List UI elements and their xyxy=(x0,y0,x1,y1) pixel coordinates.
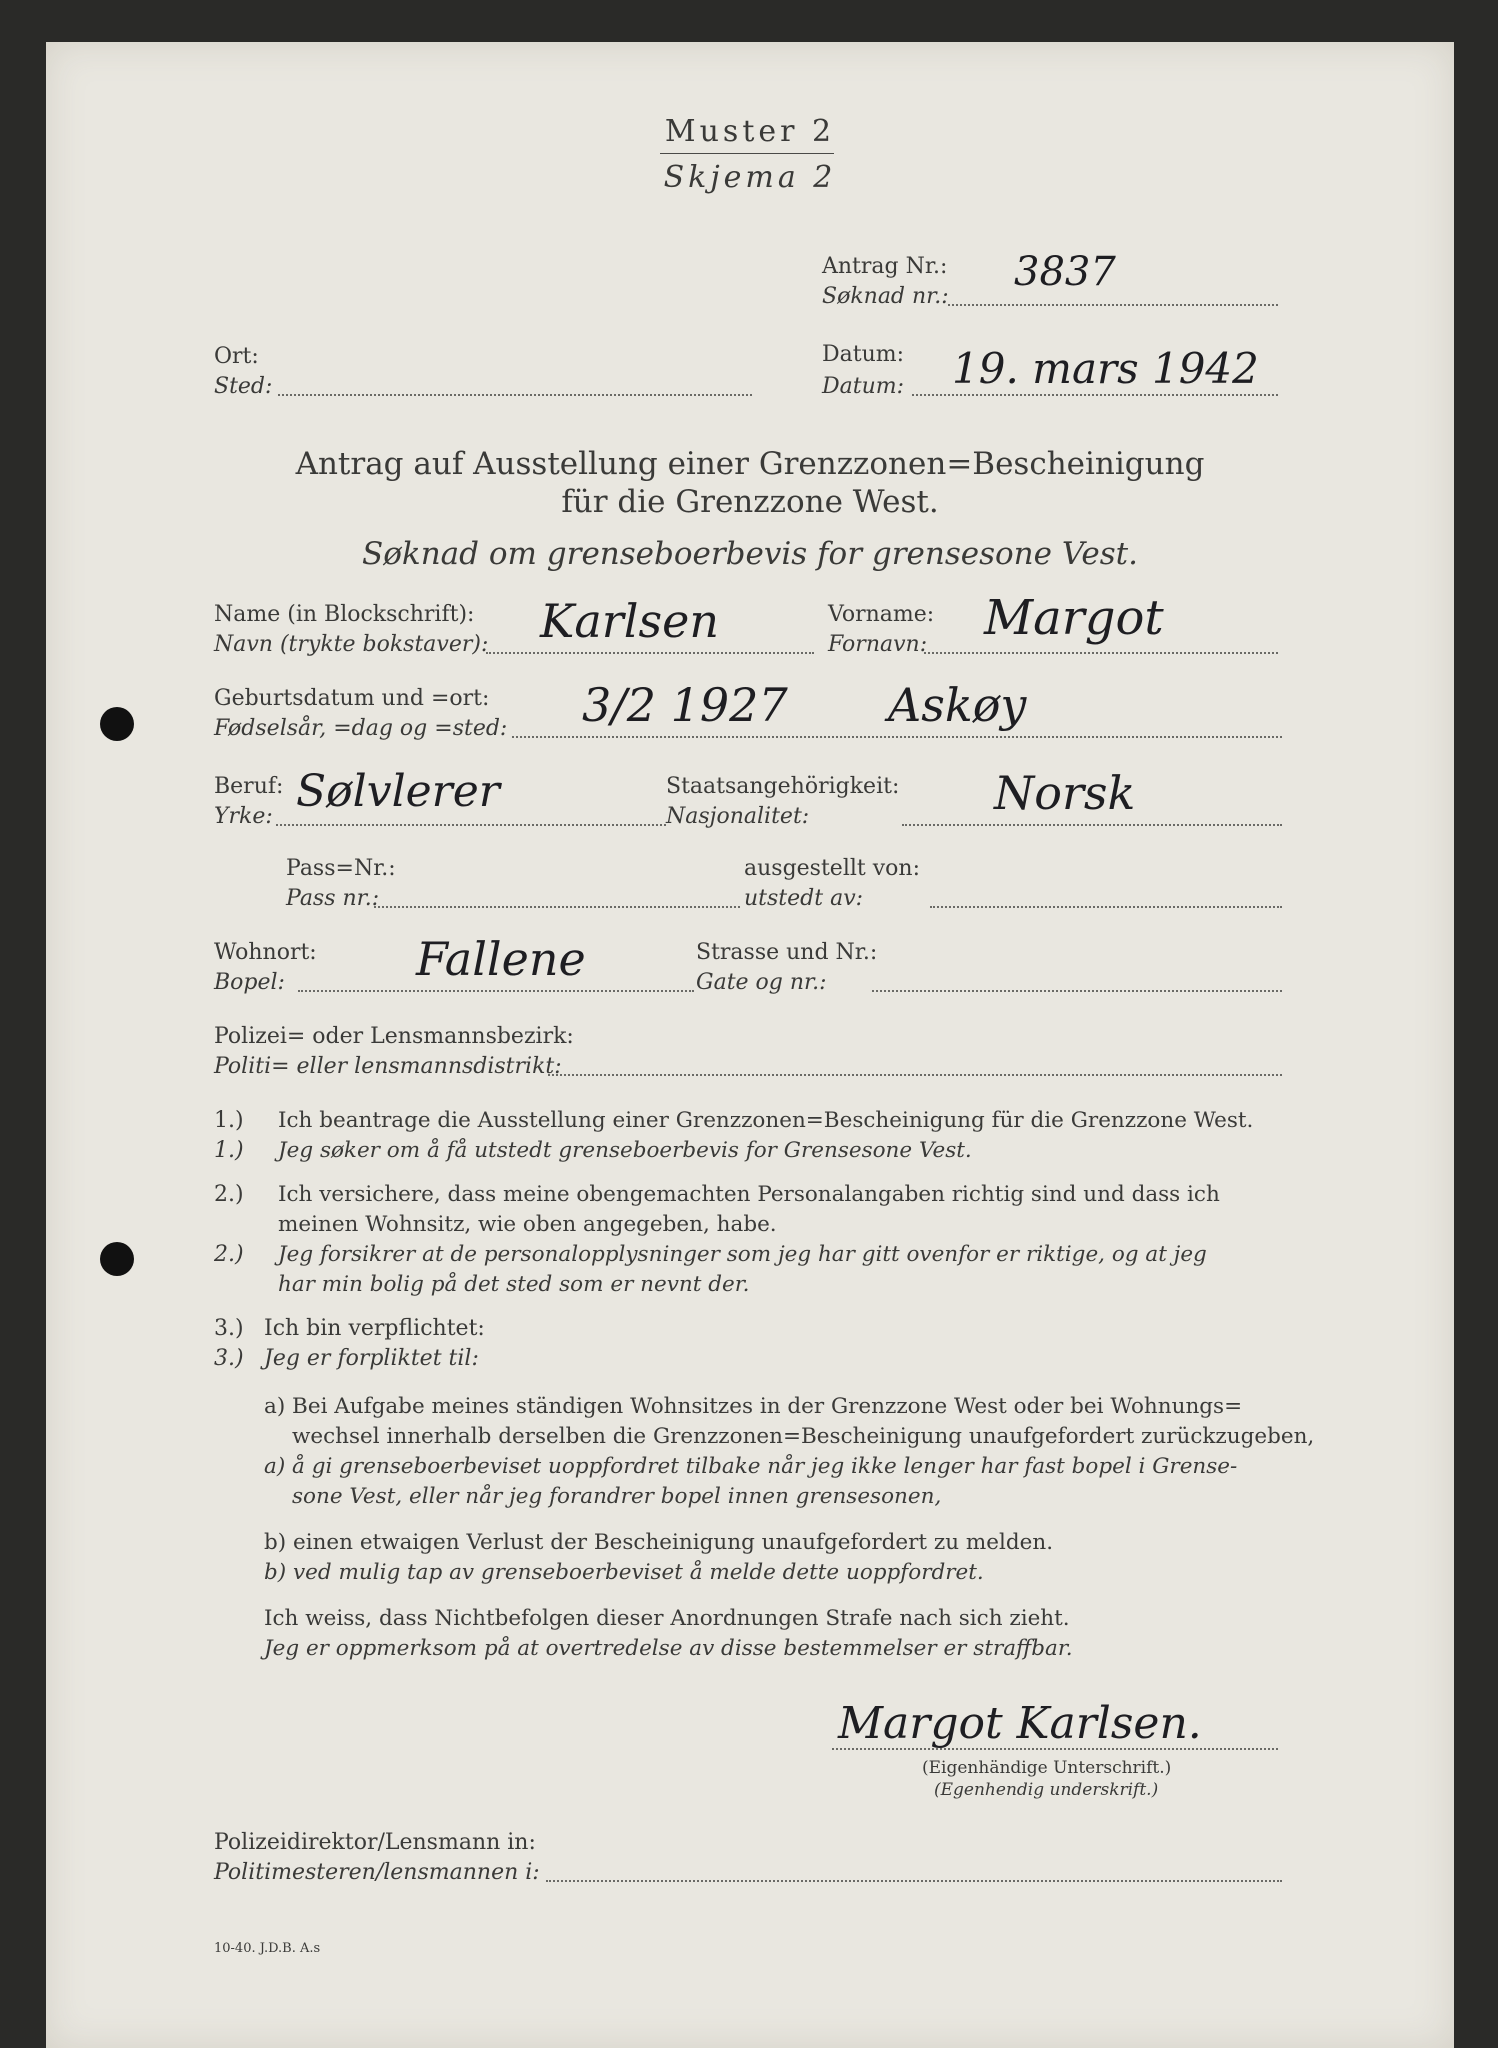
datum-handwritten: 19. mars 1942 xyxy=(952,344,1259,393)
warning-no: Jeg er oppmerksom på at overtredelse av disse bestemmelser er straffbar. xyxy=(264,1636,1073,1661)
strasse-line xyxy=(872,990,1282,992)
geburt-label-de: Geburtsdatum und =ort: xyxy=(214,686,490,711)
name-label-de: Name (in Blockschrift): xyxy=(214,602,475,627)
signature-label-no: (Egenhendig underskrift.) xyxy=(934,1780,1159,1800)
skjema-heading: Skjema 2 xyxy=(663,160,837,195)
datum-label-no: Datum: xyxy=(822,374,905,399)
antrag-number-handwritten: 3837 xyxy=(1014,249,1116,295)
decl-3a-no-1: a) å gi grenseboerbeviset uoppfordret tilbake når jeg ikke lenger har fast bopel i Grense- xyxy=(264,1454,1238,1479)
muster-heading: Muster 2 xyxy=(664,114,836,149)
name-label-no: Navn (trykte bokstaver): xyxy=(214,632,489,657)
decl-1-text-no: Jeg søker om å få utstedt grenseboerbevis for Grensesone Vest. xyxy=(278,1138,972,1163)
punch-hole-top xyxy=(100,707,134,741)
decl-3a-no-2: sone Vest, eller når jeg forandrer bopel innen grensesonen, xyxy=(292,1484,942,1509)
name-handwritten: Karlsen xyxy=(540,594,719,648)
decl-3b-no: b) ved mulig tap av grenseboerbeviset å melde dette uoppfordret. xyxy=(264,1560,984,1585)
beruf-line xyxy=(276,824,666,826)
geburt-line xyxy=(512,736,1282,738)
polizei-label-no: Politi= eller lensmannsdistrikt: xyxy=(214,1054,562,1079)
print-code: 10-40. J.D.B. A.s xyxy=(214,1941,321,1956)
decl-3-text-no: Jeg er forpliktet til: xyxy=(264,1346,479,1371)
wohnort-label-no: Bopel: xyxy=(214,970,285,995)
staat-handwritten: Norsk xyxy=(994,766,1136,820)
staat-label-de: Staatsangehörigkeit: xyxy=(666,774,900,799)
footer-line xyxy=(546,1880,1282,1882)
punch-hole-bottom xyxy=(100,1242,134,1276)
decl-3a-de-2: wechsel innerhalb derselben die Grenzzonen=Bescheinigung unaufgefordert zurückzugeben, xyxy=(292,1424,1315,1449)
vorname-line xyxy=(924,652,1278,654)
signature-handwritten: Margot Karlsen. xyxy=(838,1698,1202,1749)
decl-3-text-de: Ich bin verpflichtet: xyxy=(264,1316,485,1341)
vorname-label-no: Fornavn: xyxy=(828,632,928,657)
wohnort-line xyxy=(298,990,694,992)
pass-label-de: Pass=Nr.: xyxy=(286,856,396,881)
vorname-handwritten: Margot xyxy=(984,590,1164,646)
form-title-de-1: Antrag auf Ausstellung einer Grenzzonen=Bescheinigung xyxy=(295,446,1205,482)
pass-label-no: Pass nr.: xyxy=(286,886,380,911)
polizei-line xyxy=(548,1074,1282,1076)
ausgestellt-label-de: ausgestellt von: xyxy=(744,856,920,881)
datum-label-de: Datum: xyxy=(822,342,905,367)
footer-label-de: Polizeidirektor/Lensmann in: xyxy=(214,1830,536,1855)
pass-line xyxy=(374,906,740,908)
decl-1-number-no: 1.) xyxy=(214,1138,244,1163)
ort-label-no: Sted: xyxy=(214,374,273,399)
decl-2-number: 2.) xyxy=(214,1182,244,1207)
antrag-label-de: Antrag Nr.: xyxy=(822,254,948,279)
decl-1-number: 1.) xyxy=(214,1108,244,1133)
decl-1-text-de: Ich beantrage die Ausstellung einer Grenzzonen=Bescheinigung für die Grenzzone West. xyxy=(278,1108,1254,1133)
decl-2-text-no-1: Jeg forsikrer at de personalopplysninger som jeg har gitt ovenfor er riktige, og at jeg xyxy=(278,1242,1207,1267)
form-sheet xyxy=(46,42,1454,2048)
beruf-handwritten: Sølvlerer xyxy=(296,766,500,817)
ausgestellt-label-no: utstedt av: xyxy=(744,886,864,911)
name-line xyxy=(486,652,814,654)
heading-rule xyxy=(660,153,834,154)
form-title-no: Søknad om grenseboerbevis for grensesone Vest. xyxy=(362,536,1138,572)
antrag-line xyxy=(948,304,1278,306)
geburt-place-handwritten: Askøy xyxy=(888,678,1027,732)
wohnort-label-de: Wohnort: xyxy=(214,940,317,965)
antrag-label-no: Søknad nr.: xyxy=(822,284,949,309)
staat-label-no: Nasjonalitet: xyxy=(666,804,810,829)
ort-label-de: Ort: xyxy=(214,344,259,369)
decl-2-text-de-2: meinen Wohnsitz, wie oben angegeben, habe. xyxy=(278,1212,777,1237)
staat-line xyxy=(902,824,1282,826)
decl-3b-de: b) einen etwaigen Verlust der Bescheinigung unaufgefordert zu melden. xyxy=(264,1530,1054,1555)
polizei-label-de: Polizei= oder Lensmannsbezirk: xyxy=(214,1024,574,1049)
ort-line xyxy=(278,394,752,396)
beruf-label-de: Beruf: xyxy=(214,774,284,799)
strasse-label-de: Strasse und Nr.: xyxy=(696,940,878,965)
decl-2-text-no-2: har min bolig på det sted som er nevnt der. xyxy=(278,1272,750,1297)
footer-label-no: Politimesteren/lensmannen i: xyxy=(214,1860,540,1885)
wohnort-handwritten: Fallene xyxy=(416,932,586,986)
form-title-de-2: für die Grenzzone West. xyxy=(561,484,939,520)
decl-3a-de-1: a) Bei Aufgabe meines ständigen Wohnsitzes in der Grenzzone West oder bei Wohnungs= xyxy=(264,1394,1243,1419)
beruf-label-no: Yrke: xyxy=(214,804,273,829)
ausgestellt-line xyxy=(930,906,1282,908)
signature-label-de: (Eigenhändige Unterschrift.) xyxy=(922,1758,1172,1778)
decl-2-number-no: 2.) xyxy=(214,1242,244,1267)
decl-2-text-de-1: Ich versichere, dass meine obengemachten Personalangaben richtig sind und dass ich xyxy=(278,1182,1220,1207)
warning-de: Ich weiss, dass Nichtbefolgen dieser Anordnungen Strafe nach sich zieht. xyxy=(264,1606,1070,1631)
decl-3-number-no: 3.) xyxy=(214,1346,244,1371)
vorname-label-de: Vorname: xyxy=(828,602,935,627)
geburt-label-no: Fødselsår, =dag og =sted: xyxy=(214,716,508,741)
decl-3-number: 3.) xyxy=(214,1316,244,1341)
datum-line xyxy=(912,394,1278,396)
geburt-date-handwritten: 3/2 1927 xyxy=(582,678,788,732)
strasse-label-no: Gate og nr.: xyxy=(696,970,827,995)
